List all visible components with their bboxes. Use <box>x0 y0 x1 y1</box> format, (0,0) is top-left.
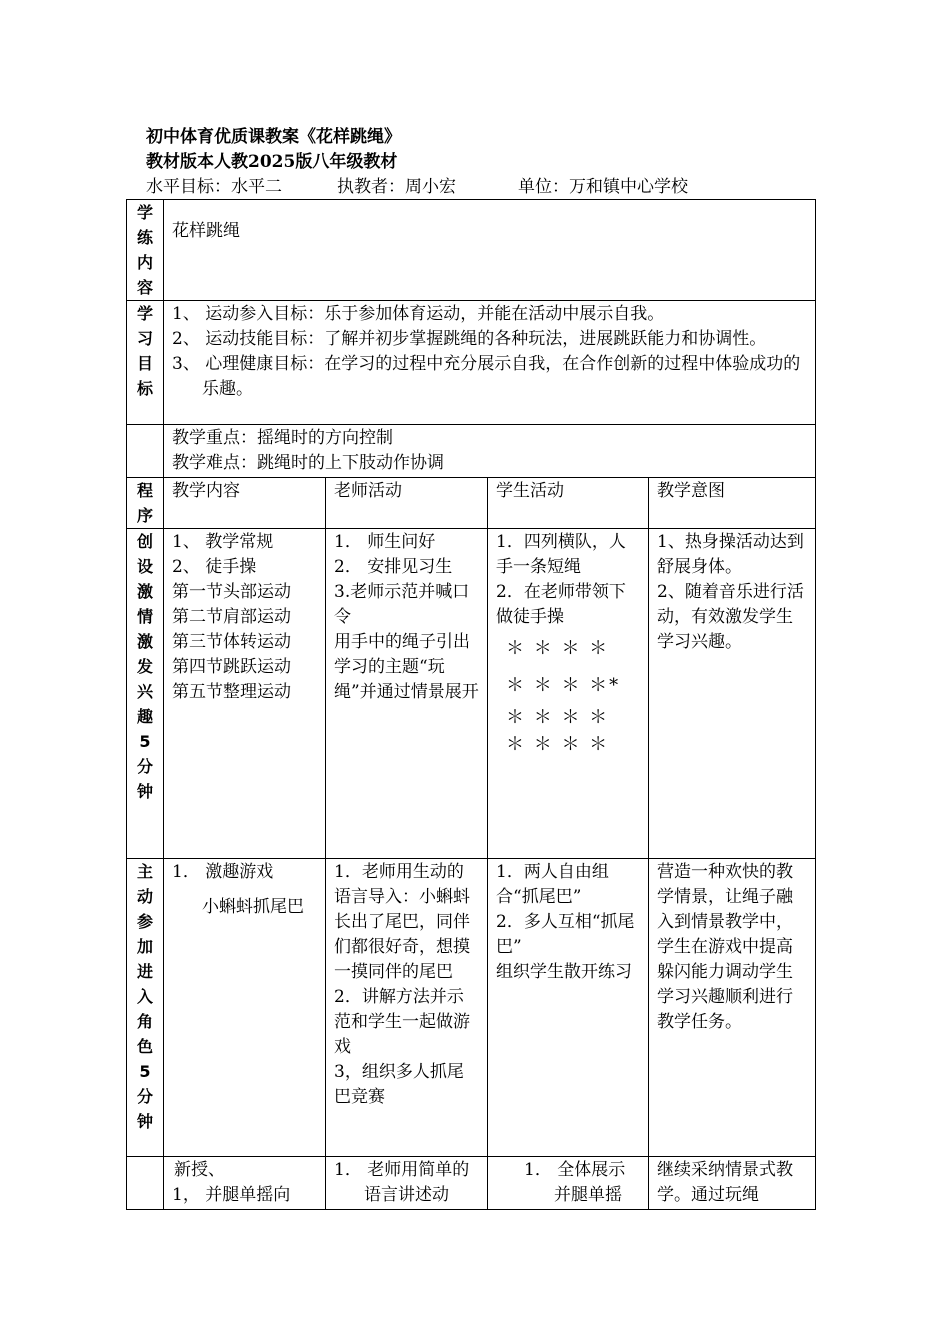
section-student: 1． 全体展示并腿单摇 <box>488 1157 649 1210</box>
keypoints-cell <box>164 425 816 478</box>
col-teacher: 老师活动 <box>326 478 488 529</box>
col-content: 教学内容 <box>164 478 326 529</box>
teaching-focus: 教学重点：摇绳时的方向控制 <box>172 428 393 448</box>
section-student: 1．四列横队，人手一条短绳 2．在老师带领下做徒手操 ＊ ＊ ＊ ＊ ＊ ＊ ＊ ＊* ＊ ＊ ＊ ＊ ＊ ＊ ＊ ＊ <box>488 529 649 859</box>
goals-row <box>127 301 816 425</box>
goals-label-cell: 学习目标 <box>127 301 164 425</box>
section-warmup-row <box>127 529 816 859</box>
section-student: 1．两人自由组合“抓尾巴” 2．多人互相“抓尾巴” 组织学生散开练习 <box>488 859 649 1157</box>
lesson-plan-table <box>126 199 816 1210</box>
column-header-row <box>127 478 816 529</box>
col-procedure: 程序 <box>127 478 164 529</box>
doc-title: 初中体育优质课教案《花样跳绳》 <box>146 127 401 147</box>
content-label-cell: 学练内容 <box>127 200 164 301</box>
col-student: 学生活动 <box>488 478 649 529</box>
teacher-name: 执教者：周小宏 <box>337 177 456 197</box>
section-label: 创设激情激发兴趣5分钟 <box>127 529 164 859</box>
formation-diagram: ＊ ＊ ＊ ＊ ＊ ＊ ＊ ＊* ＊ ＊ ＊ ＊ ＊ ＊ ＊ ＊ <box>506 638 621 755</box>
section-newskill-row <box>127 1157 816 1210</box>
keypoints-row <box>127 425 816 478</box>
doc-subtitle: 教材版本人教2025版八年级教材 <box>146 152 398 172</box>
goal-item: 1、 运动参入目标：乐于参加体育运动，并能在活动中展示自我。 <box>172 304 665 324</box>
section-intent: 继续采纳情景式教学。通过玩绳 <box>649 1157 816 1210</box>
goal-item: 3、 心理健康目标：在学习的过程中充分展示自我，在合作创新的过程中体验成功的乐趣。 <box>172 354 801 399</box>
teaching-difficulty: 教学难点：跳绳时的上下肢动作协调 <box>172 453 444 473</box>
content-value-cell: 花样跳绳 <box>164 200 816 301</box>
col-intent: 教学意图 <box>649 478 816 529</box>
section-intent: 营造一种欢快的教学情景，让绳子融入到情景教学中，学生在游戏中提高躲闪能力调动学生学习兴趣顺利进行教学任务。 <box>649 859 816 1157</box>
section-content: 1、 教学常规 2、 徒手操 第一节头部运动 第二节肩部运动 第三节体转运动 第四节跳跃运动 第五节整理运动 <box>164 529 326 859</box>
school-unit: 单位：万和镇中心学校 <box>518 177 688 197</box>
goal-item: 2、 运动技能目标：了解并初步掌握跳绳的各种玩法，进展跳跃能力和协调性。 <box>172 329 767 349</box>
section-content: 1． 激趣游戏 小蝌蚪抓尾巴 <box>164 859 326 1157</box>
section-teacher: 1．老师用生动的语言导入：小蝌蚪长出了尾巴，同伴们都很好奇，想摸一摸同伴的尾巴 2．讲解方法并示范和学生一起做游戏 3，组织多人抓尾巴竞赛 <box>326 859 488 1157</box>
goals-list <box>164 301 816 425</box>
section-teacher: 1． 师生问好 2． 安排见习生 3.老师示范并喊口令 用手中的绳子引出学习的主题“玩绳”并通过情景展开 <box>326 529 488 859</box>
content-row <box>127 200 816 301</box>
section-label: 主动参加进入角色5分钟 <box>127 859 164 1157</box>
section-game-row <box>127 859 816 1157</box>
section-intent: 1、热身操活动达到舒展身体。 2、随着音乐进行活动，有效激发学生学习兴趣。 <box>649 529 816 859</box>
section-content: 新授、 1， 并腿单摇向 <box>164 1157 326 1210</box>
section-teacher: 1． 老师用简单的语言讲述动 <box>326 1157 488 1210</box>
level-target: 水平目标：水平二 <box>146 177 282 197</box>
